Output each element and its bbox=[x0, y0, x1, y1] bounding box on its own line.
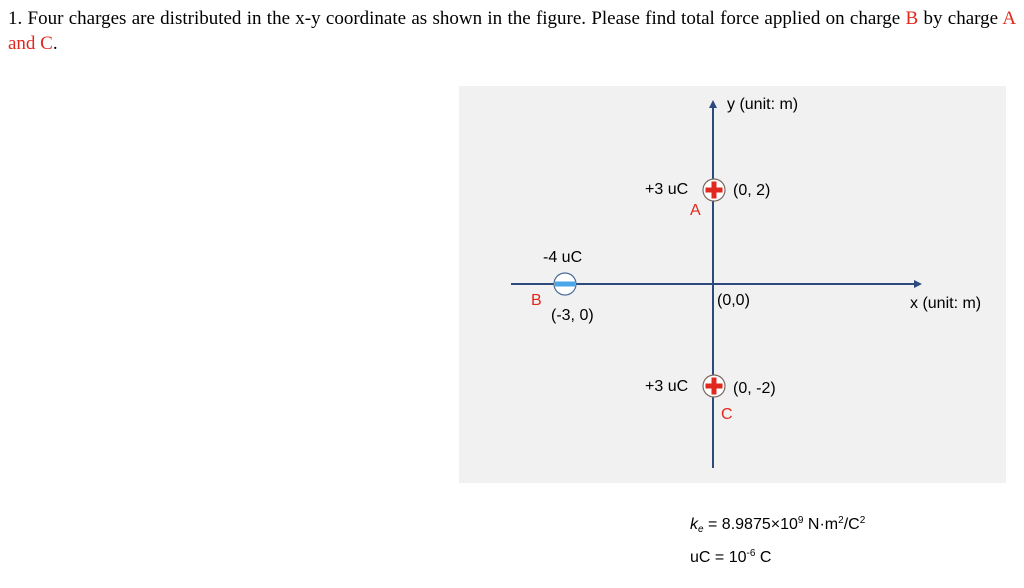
coulomb-constant bbox=[690, 515, 865, 535]
charge-a-value: +3 uC bbox=[645, 181, 689, 198]
k-value: = 8.9875×10 bbox=[708, 516, 798, 533]
charge-b-coord: (-3, 0) bbox=[551, 307, 594, 324]
charge-c-letter: C bbox=[721, 406, 733, 423]
y-axis bbox=[712, 106, 714, 468]
k-units: N·m bbox=[807, 516, 839, 533]
question-end: . bbox=[52, 33, 58, 54]
question-charge-b: B bbox=[905, 8, 919, 29]
x-axis-arrow bbox=[914, 280, 922, 288]
microcoulomb-definition bbox=[690, 548, 771, 568]
k-subscript: e bbox=[698, 524, 704, 535]
charge-b-value: -4 uC bbox=[543, 249, 583, 266]
charge-a-letter: A bbox=[690, 202, 701, 219]
uc-exponent: -6 bbox=[746, 548, 756, 559]
question-body: Four charges are distributed in the x-y coordinate as shown in the figure. Please find total force applied on charge bbox=[27, 8, 901, 29]
k-units-mid: /C bbox=[843, 516, 860, 533]
x-axis-label: x (unit: m) bbox=[910, 295, 982, 312]
uc-unit: C bbox=[759, 549, 772, 566]
question-by-charge: by charge bbox=[923, 8, 999, 29]
positive-charge-a-icon bbox=[702, 178, 726, 202]
charge-c-value: +3 uC bbox=[645, 378, 689, 395]
y-axis-arrow bbox=[709, 100, 717, 108]
question-text bbox=[8, 6, 1016, 56]
k-exponent: 9 bbox=[797, 515, 804, 526]
question-number: 1. bbox=[8, 8, 23, 29]
k-units-exp1: 2 bbox=[838, 515, 844, 526]
charge-b-letter: B bbox=[531, 292, 542, 309]
uc-lhs: uC = 10 bbox=[690, 549, 747, 566]
y-axis-label: y (unit: m) bbox=[727, 96, 799, 113]
charge-a-coord: (0, 2) bbox=[733, 182, 771, 199]
coordinate-figure bbox=[459, 86, 1006, 483]
k-symbol: k bbox=[690, 516, 698, 533]
k-units-exp2: 2 bbox=[859, 515, 866, 526]
negative-charge-b-icon bbox=[553, 272, 577, 296]
positive-charge-c-icon bbox=[702, 374, 726, 398]
origin-label: (0,0) bbox=[717, 292, 750, 309]
question-charges-ac: A and C bbox=[8, 8, 1017, 54]
charge-c-coord: (0, -2) bbox=[733, 380, 776, 397]
